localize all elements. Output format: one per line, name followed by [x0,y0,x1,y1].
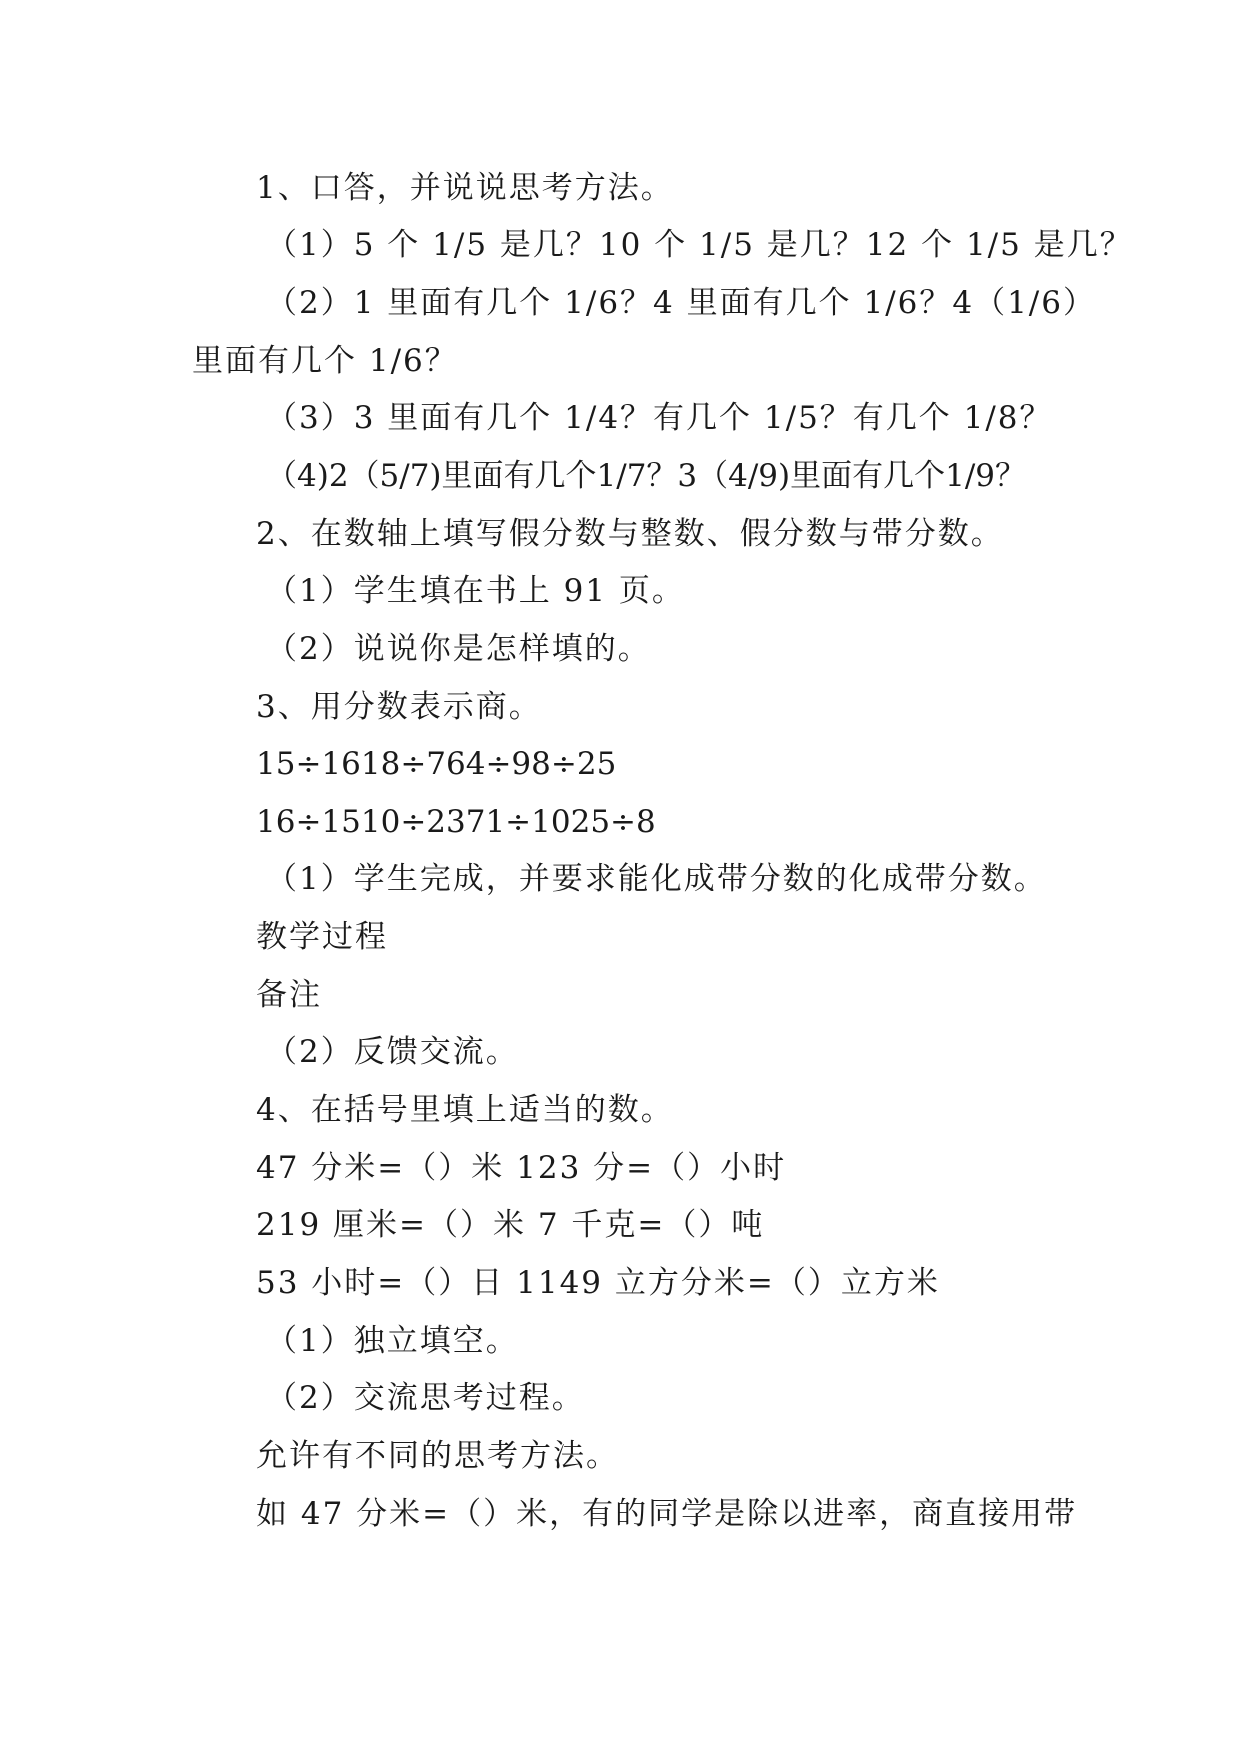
heading-oral-answer: 1、口答，并说说思考方法。 [256,170,674,206]
division-row-2: 16÷1510÷2371÷1025÷8 [256,804,656,840]
step-4-1: （1）独立填空。 [266,1323,519,1359]
heading-number-line: 2、在数轴上填写假分数与整数、假分数与带分数。 [256,516,1004,552]
fill-row-2: 219 厘米=（）米 7 千克=（）吨 [256,1207,765,1243]
question-1-4: （4)2（5/7)里面有几个1/7？3（4/9)里面有几个1/9？ [266,458,1027,494]
step-2-1: （1）学生填在书上 91 页。 [266,573,685,609]
question-1-2: （2）1 里面有几个 1/6？4 里面有几个 1/6？4（1/6） [266,285,1096,321]
step-2-2: （2）说说你是怎样填的。 [266,631,651,667]
fill-row-1: 47 分米=（）米 123 分=（）小时 [256,1150,787,1186]
step-4-2: （2）交流思考过程。 [266,1380,585,1416]
division-row-1: 15÷1618÷764÷98÷25 [256,746,617,782]
example-line: 如 47 分米=（）米，有的同学是除以进率，商直接用带 [256,1496,1078,1532]
question-1-3: （3）3 里面有几个 1/4？有几个 1/5？有几个 1/8？ [266,400,1053,436]
label-remarks: 备注 [256,977,322,1013]
fill-row-3: 53 小时=（）日 1149 立方分米=（）立方米 [256,1265,940,1301]
step-3-1: （1）学生完成，并要求能化成带分数的化成带分数。 [266,861,1047,897]
step-3-2: （2）反馈交流。 [266,1034,519,1070]
question-1-1: （1）5 个 1/5 是几？10 个 1/5 是几？12 个 1/5 是几？ [266,227,1133,263]
heading-fill-brackets: 4、在括号里填上适当的数。 [256,1092,674,1128]
question-1-2-continued: 里面有几个 1/6？ [192,343,458,379]
note-different-methods: 允许有不同的思考方法。 [256,1438,619,1474]
label-teaching-process: 教学过程 [256,919,388,955]
heading-quotient-fraction: 3、用分数表示商。 [256,689,542,725]
